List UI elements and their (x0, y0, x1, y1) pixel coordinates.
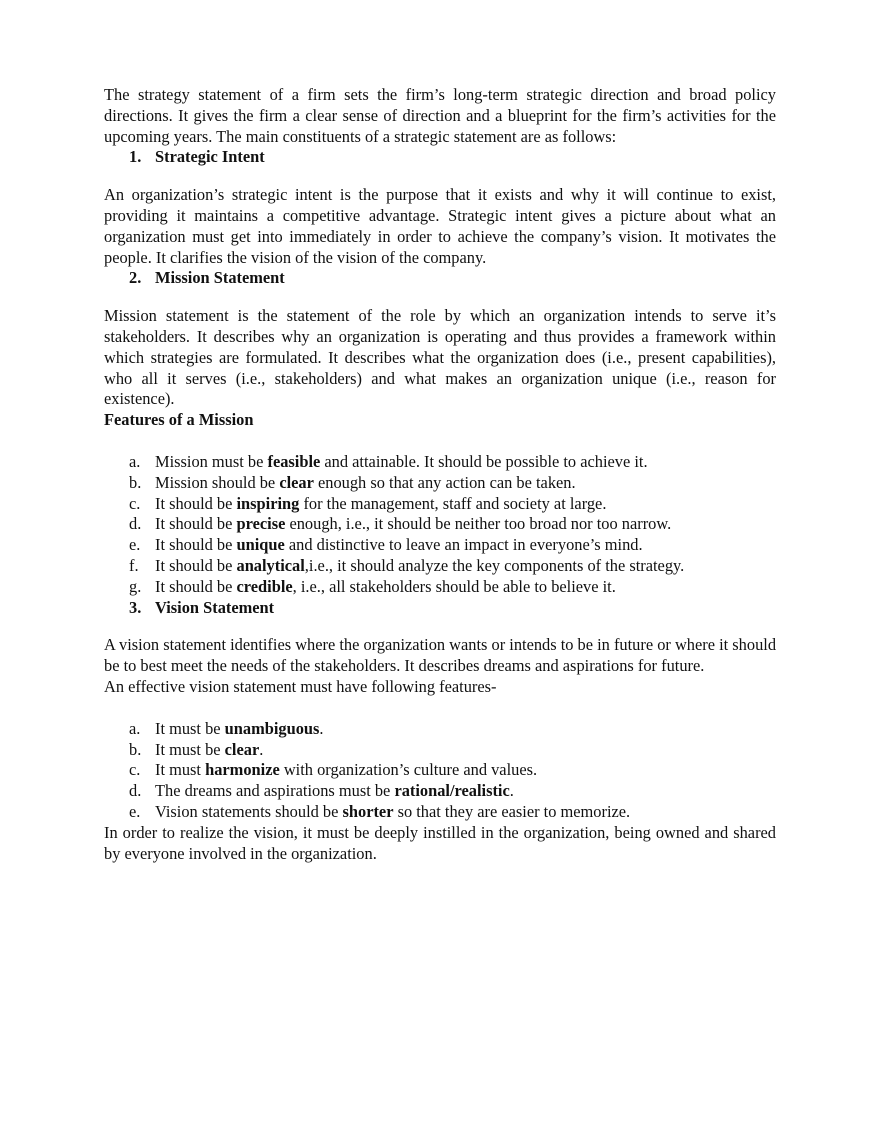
emphasis: inspiring (236, 493, 300, 513)
document-page (104, 85, 776, 864)
list-marker: e. (129, 801, 141, 821)
emphasis: precise (236, 514, 286, 534)
emphasis: unique (236, 535, 285, 555)
list-marker: c. (129, 760, 141, 780)
list-marker: f. (129, 555, 139, 575)
list-marker: c. (129, 493, 141, 513)
vision-paragraph: A vision statement identifies where the organization wants or intends to be in future or where it should be to best meet the needs of the stakeholders. It describes dreams and aspirations for future. (104, 635, 777, 676)
section-title: Strategic Intent (155, 147, 265, 167)
section-heading-vision (104, 598, 776, 619)
section-heading-strategic-intent (104, 147, 776, 168)
emphasis: shorter (342, 801, 394, 821)
list-item: f. It should be analytical,i.e., it should analyze the key components of the strategy. (104, 556, 776, 577)
list-item: a. It must be unambiguous. (104, 719, 776, 740)
emphasis: analytical (236, 555, 305, 575)
emphasis: rational/realistic (394, 781, 510, 801)
section-number: 2. (129, 268, 142, 288)
list-marker: a. (129, 718, 141, 738)
emphasis: harmonize (205, 760, 280, 780)
list-item: e. It should be unique and distinctive to leave an impact in everyone’s mind. (104, 535, 776, 556)
list-item: b. Mission should be clear enough so that any action can be taken. (104, 473, 776, 494)
list-marker: b. (129, 472, 142, 492)
mission-features-heading: Features of a Mission (104, 410, 254, 430)
list-marker: a. (129, 451, 141, 471)
list-item: e. Vision statements should be shorter so that they are easier to memorize. (104, 802, 776, 823)
mission-features-list (104, 452, 776, 598)
emphasis: credible (236, 576, 293, 596)
emphasis: clear (279, 472, 314, 492)
list-marker: d. (129, 781, 142, 801)
emphasis: clear (224, 739, 260, 759)
list-marker: d. (129, 514, 142, 534)
list-item: b. It must be clear. (104, 740, 776, 761)
vision-features-intro: An effective vision statement must have following features- (104, 676, 497, 696)
emphasis: unambiguous (224, 718, 320, 738)
section-heading-mission (104, 268, 776, 289)
strategic-intent-paragraph: An organization’s strategic intent is the purpose that it exists and why it will continue to exist, providing it maintains a competitive advantage. Strategic intent gives a picture about what an organization must get into immediately in order to achieve the company’s vision. It motivates the people. It clarifies the vision of the vision of the company. (104, 185, 776, 267)
list-marker: e. (129, 535, 141, 555)
list-item: a. Mission must be feasible and attainable. It should be possible to achieve it. (104, 452, 776, 473)
emphasis: feasible (267, 451, 321, 471)
list-item: d. It should be precise enough, i.e., it should be neither too broad nor too narrow. (104, 514, 776, 535)
list-marker: b. (129, 739, 142, 759)
list-marker: g. (129, 576, 142, 596)
mission-paragraph: Mission statement is the statement of the role by which an organization intends to serve it’s stakeholders. It describes why an organization is operating and thus provides a framework within which strategies are formulated. It describes what the organization does (i.e., present capabilities), who all it serves (i.e., stakeholders) and what makes an organization unique (i.e., reason for existence). (104, 306, 776, 409)
section-number: 3. (129, 597, 142, 617)
section-title: Vision Statement (155, 597, 275, 617)
list-item: c. It must harmonize with organization’s culture and values. (104, 760, 776, 781)
list-item: c. It should be inspiring for the management, staff and society at large. (104, 494, 776, 515)
section-title: Mission Statement (155, 268, 285, 288)
vision-features-list (104, 719, 776, 823)
closing-paragraph: In order to realize the vision, it must be deeply instilled in the organization, being owned and shared by everyone involved in the organization. (104, 822, 776, 863)
list-item: g. It should be credible, i.e., all stakeholders should be able to believe it. (104, 577, 776, 598)
list-item: d. The dreams and aspirations must be rational/realistic. (104, 781, 776, 802)
intro-paragraph: The strategy statement of a firm sets the firm’s long-term strategic direction and broad policy directions. It gives the firm a clear sense of direction and a blueprint for the firm’s activities for the upcoming years. The main constituents of a strategic statement are as follows: (104, 85, 776, 146)
section-number: 1. (129, 147, 142, 167)
